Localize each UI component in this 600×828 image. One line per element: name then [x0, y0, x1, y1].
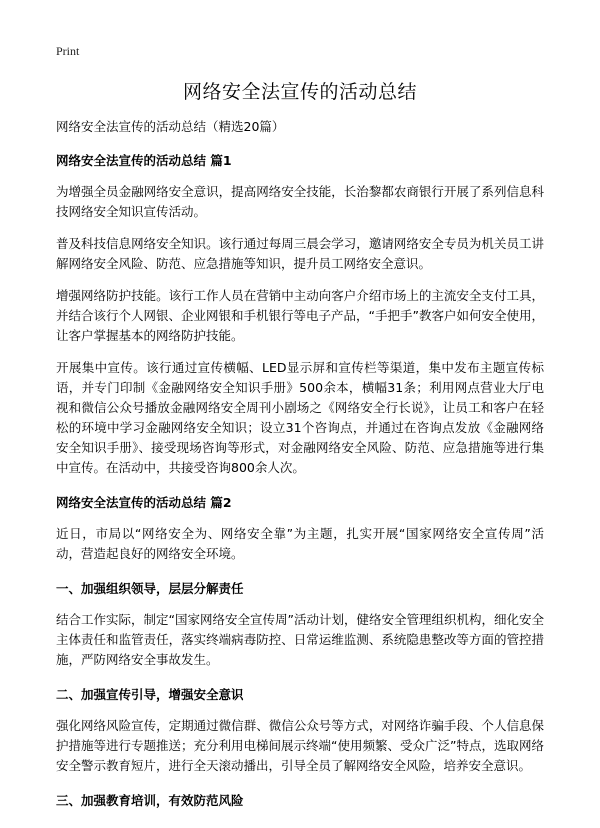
- section-heading: 网络安全法宣传的活动总结 篇1: [56, 153, 232, 168]
- paragraph: 强化网络风险宣传，定期通过微信群、微信公众号等方式，对网络诈骗手段、个人信息保护措施等进行专题推送；充分利用电梯间展示终端“使用频繁、受众广泛”特点，选取网络安全警示教育短片，进行全天滚动播出，引导全员了解网络安全风险，培养安全意识。: [56, 718, 544, 773]
- page-title: 网络安全法宣传的活动总结: [182, 81, 417, 103]
- paragraph: 近日，市局以“网络安全为、网络安全靠”为主题，扎实开展“国家网络安全宣传周”活动，营造起良好的网络安全环境。: [56, 526, 544, 561]
- paragraph: 增强网络防护技能。该行工作人员在营销中主动向客户介绍市场上的主流安全支付工具，并结合该行个人网银、企业网银和手机银行等电子产品，“手把手”教客户如何安全使用，让客户掌握基本的网络防护技能。: [56, 288, 544, 343]
- subsection-heading: 二、加强宣传引导，增强安全意识: [56, 687, 244, 702]
- paragraph: 结合工作实际，制定“国家网络安全宣传周”活动计划，健络安全管理组织机构，细化安全主体责任和监管责任，落实终端病毒防控、日常运维监测、系统隐患整改等方面的管控措施，严防网络安全事故发生。: [56, 612, 544, 667]
- paragraph: 开展集中宣传。该行通过宣传横幅、LED显示屏和宣传栏等渠道，集中发布主题宣传标语，并专门印制《金融网络安全知识手册》500余本，横幅31条；利用网点营业大厅电视和微信公众号播放金融网络安全周刊小剧场之《网络安全行长说》，让员工和客户在轻松的环境中学习金融网络安全知识；设立31个咨询点，并通过在咨询点发放《金融网络安全知识手册》、接受现场咨询等形式，对金融网络安全风险、防范、应急措施等进行集中宣传。在活动中，共接受咨询800余人次。: [56, 360, 544, 475]
- paragraph: 为增强全员金融网络安全意识，提高网络安全技能，长治黎都农商银行开展了系列信息科技网络安全知识宣传活动。: [56, 184, 544, 219]
- subsection-heading: 一、加强组织领导，层层分解责任: [56, 581, 244, 596]
- print-link[interactable]: Print: [56, 44, 80, 58]
- section-heading: 网络安全法宣传的活动总结 篇2: [56, 495, 232, 510]
- document-subtitle: 网络安全法宣传的活动总结（精选20篇）: [56, 119, 285, 134]
- subsection-heading: 三、加强教育培训，有效防范风险: [56, 793, 244, 808]
- paragraph: 普及科技信息网络安全知识。该行通过每周三晨会学习，邀请网络安全专员为机关员工讲解网络安全风险、防范、应急措施等知识，提升员工网络安全意识。: [56, 236, 544, 271]
